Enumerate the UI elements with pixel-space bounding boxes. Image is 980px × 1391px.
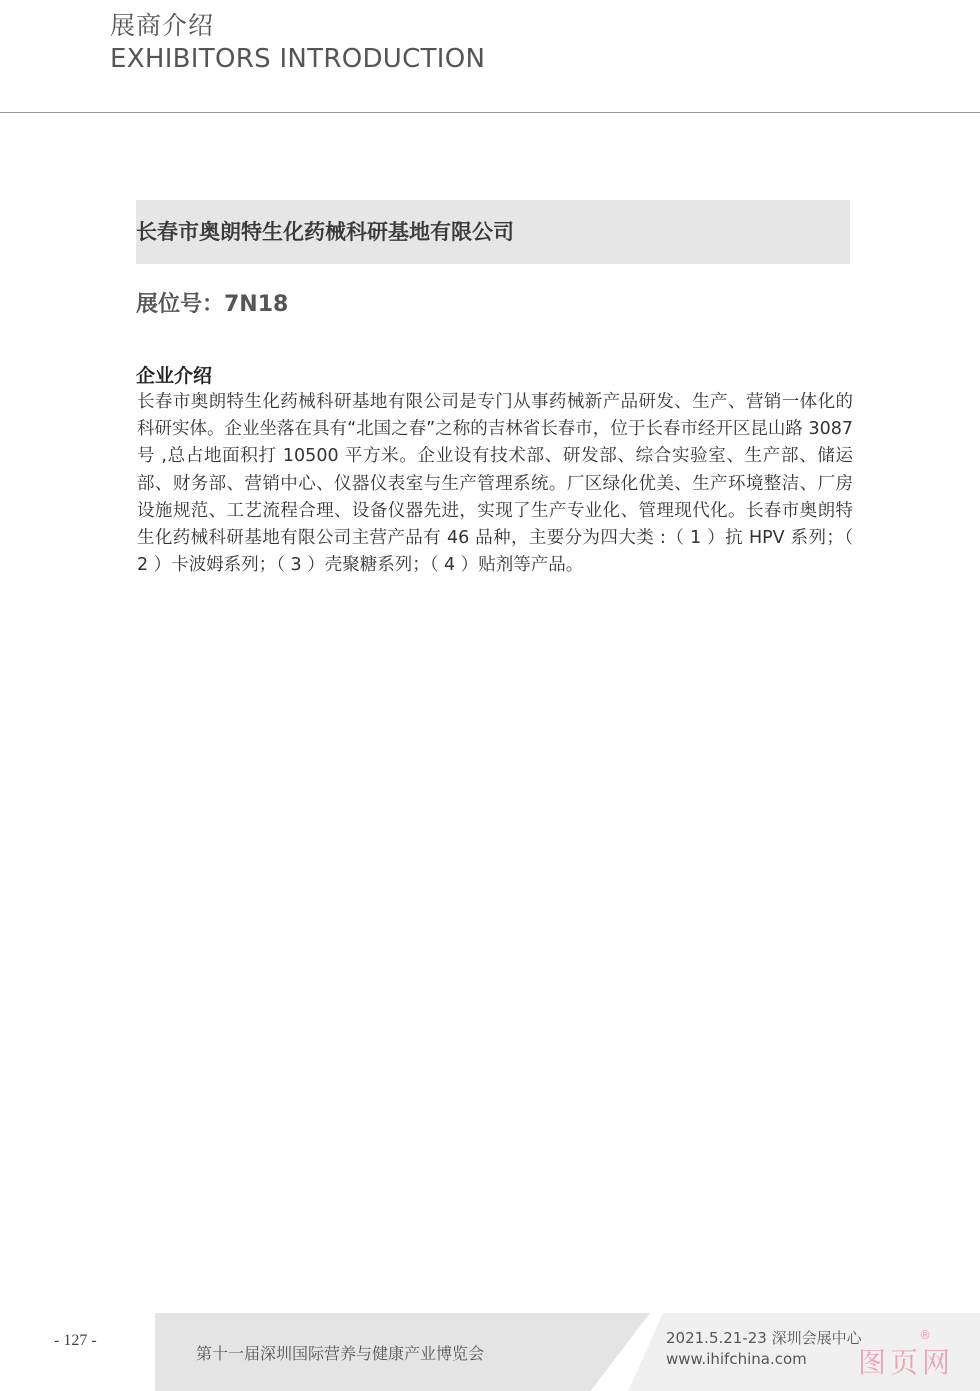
page-footer [0, 1313, 980, 1391]
expo-name: 第十一届深圳国际营养与健康产业博览会 [196, 1344, 485, 1363]
expo-website-link[interactable]: www.ihifchina.com [666, 1350, 807, 1368]
intro-heading: 企业介绍 [136, 365, 213, 387]
booth-number: 展位号：7N18 [136, 292, 289, 317]
section-title-cn: 展商介绍 [110, 11, 215, 40]
watermark-logo: 图页网 [858, 1346, 955, 1379]
registered-mark: ® [919, 1328, 931, 1342]
expo-date-venue: 2021.5.21-23 深圳会展中心 [666, 1329, 862, 1347]
page-number: - 127 - [54, 1332, 97, 1349]
header-divider [0, 112, 980, 113]
company-name-banner [136, 200, 850, 264]
intro-paragraph: 长春市奥朗特生化药械科研基地有限公司是专门从事药械新产品研发、生产、营销一体化的科研实体。企业坐落在具有“北国之春”之称的吉林省长春市，位于长春市经开区昆山路 3087 号 ,总占地面积打 10500 平方米。企业设有技术部、研发部、综合实验室、生产部、储运部、财务部、营销中心、仪器仪表室与生产管理系统。厂区绿化优美、生产环境整洁、厂房设施规范、工艺流程合理、设备仪器先进，实现了生产专业化、管理现代化。长春市奥朗特生化药械科研基地有限公司主营产品有 46 品种，主要分为四大类 :（ 1 ）抗 HPV 系列；（ 2 ）卡波姆系列；（ 3 ）壳聚糖系列；（ 4 ）贴剂等产品。 [137, 392, 853, 576]
section-title-en: EXHIBITORS INTRODUCTION [110, 44, 486, 74]
company-name: 长春市奥朗特生化药械科研基地有限公司 [136, 220, 514, 244]
